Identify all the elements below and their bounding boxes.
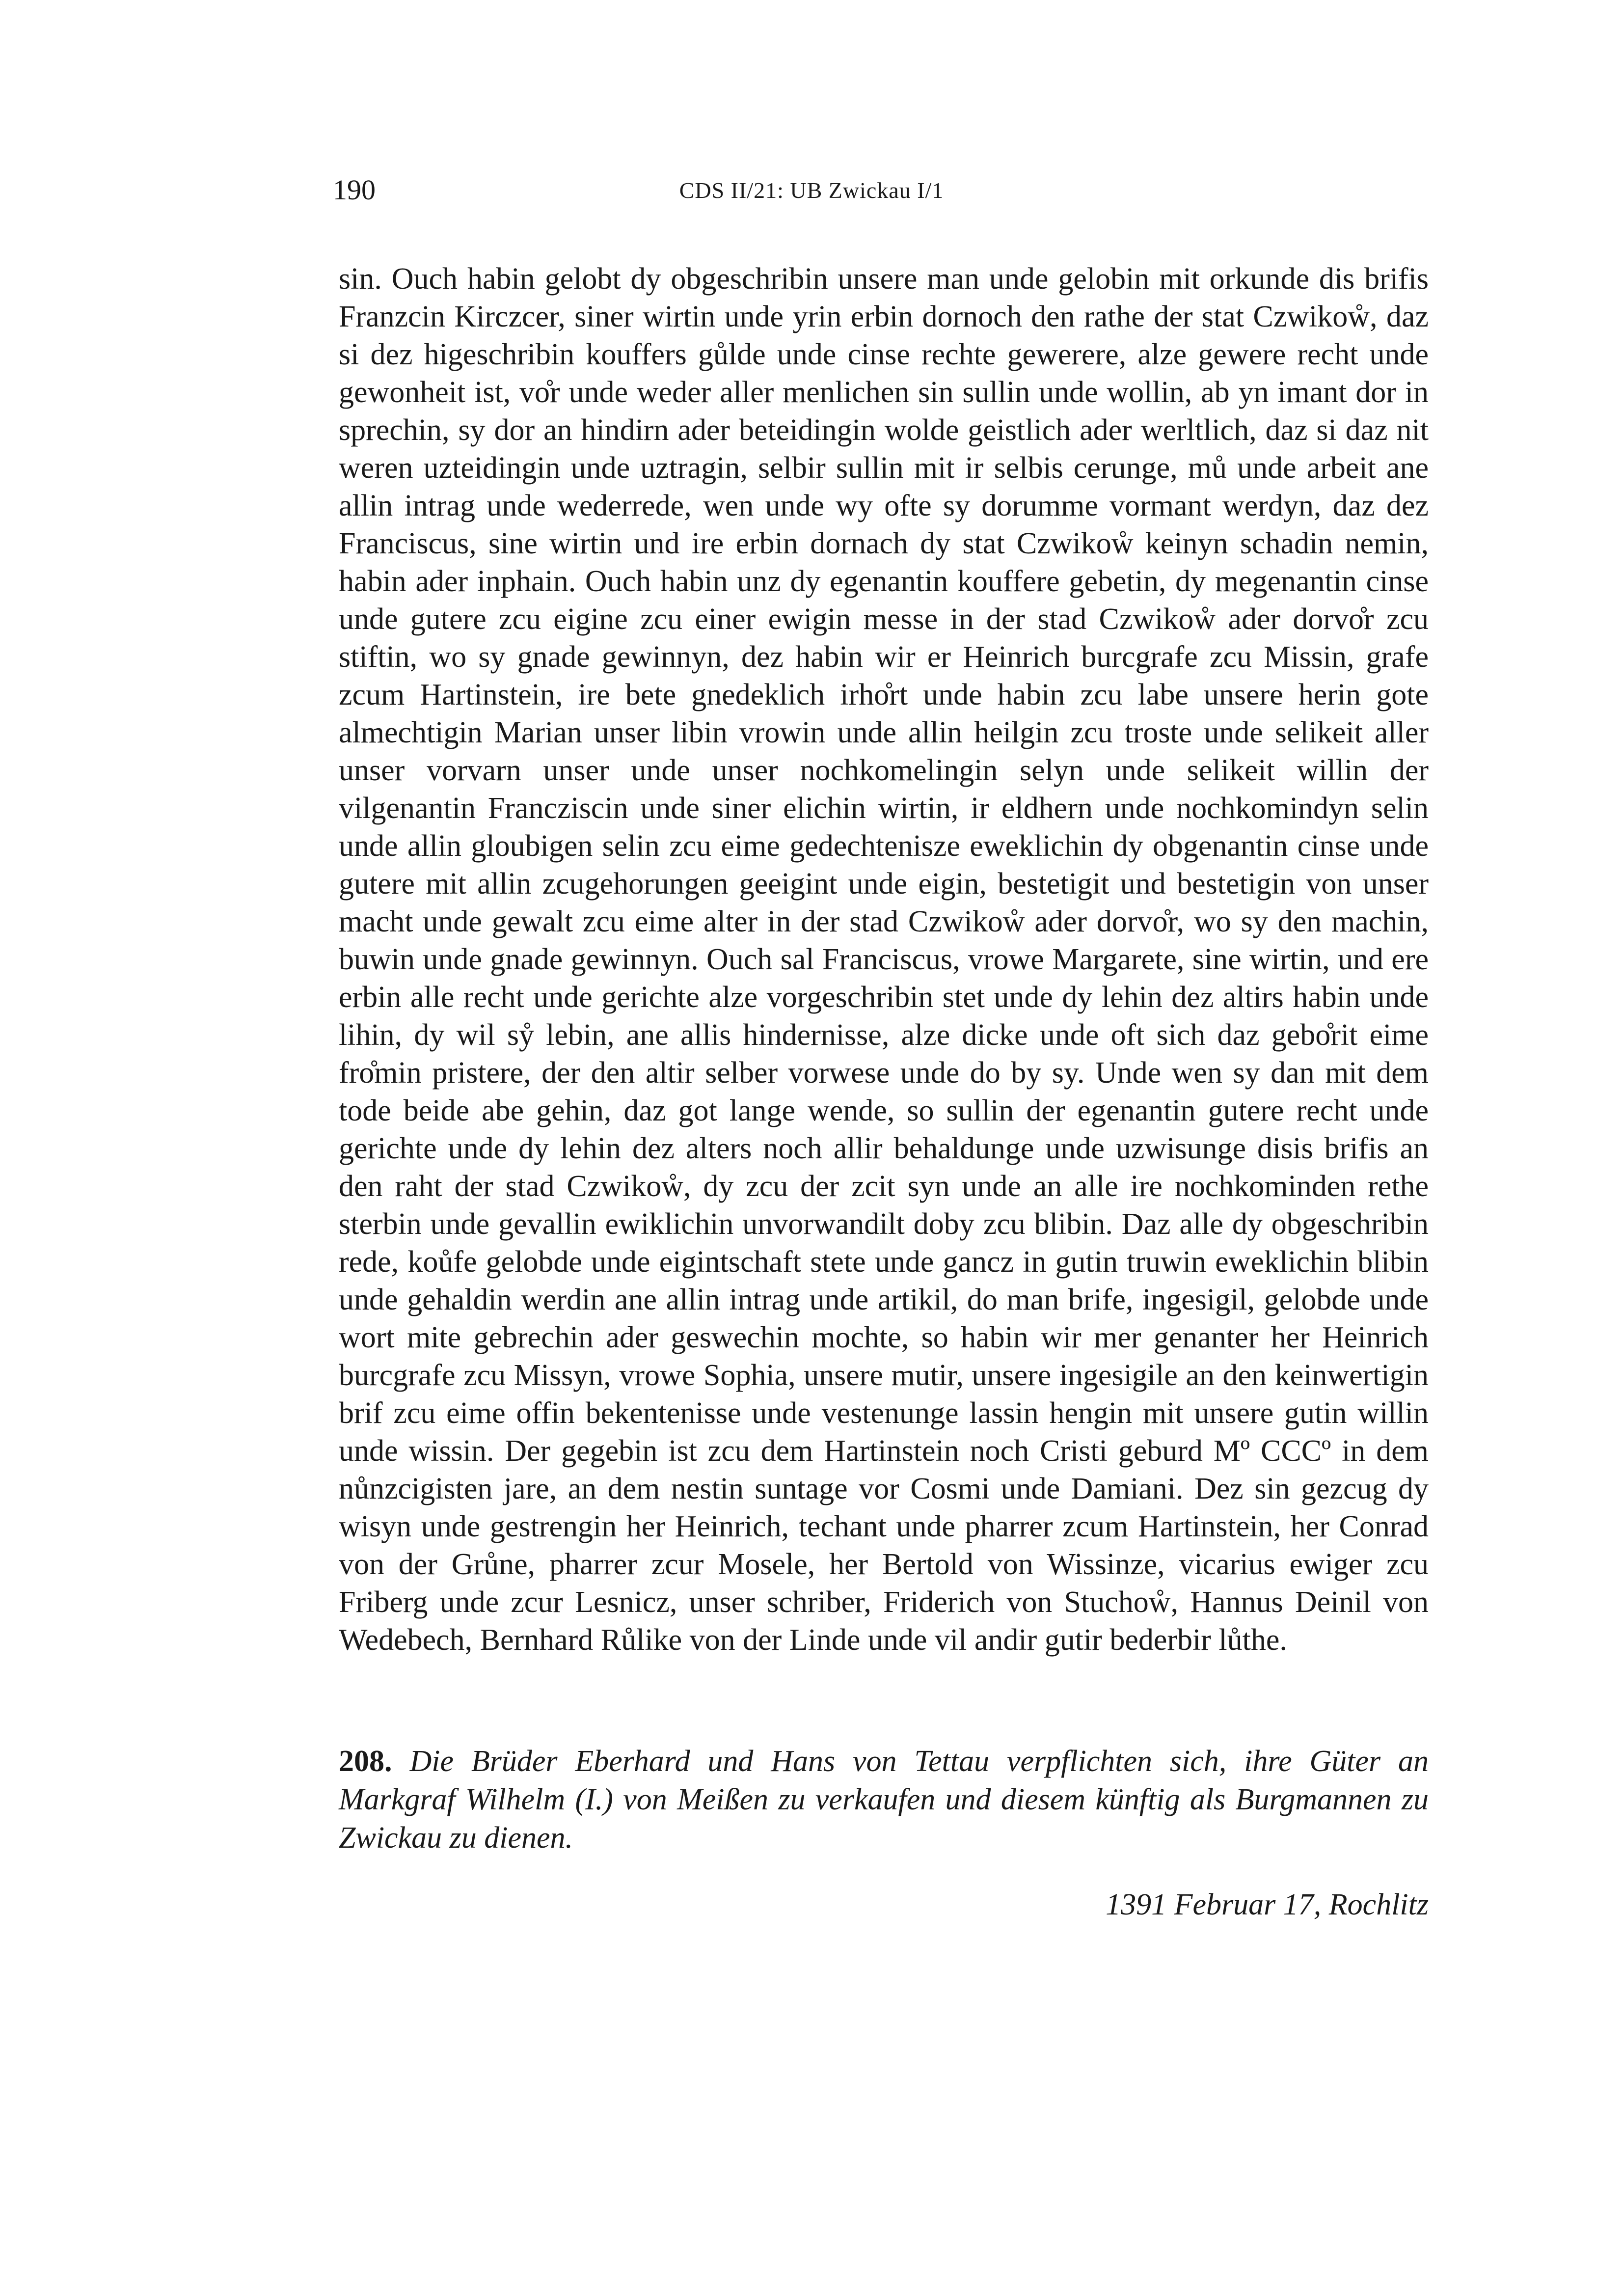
document-heading xyxy=(339,1742,1429,1857)
page-number: 190 xyxy=(333,174,376,206)
running-title: CDS II/21: UB Zwickau I/1 xyxy=(679,178,944,203)
document-summary: Die Brüder Eberhard und Hans von Tettau verpflichten sich, ihre Güter an Markgraf Wilhelm (I.) von Meißen zu verkaufen und diesem künftig als Burgmannen zu Zwickau zu dienen. xyxy=(339,1745,1429,1855)
document-date-place: 1391 Februar 17, Rochlitz xyxy=(1106,1888,1429,1921)
document-number: 208. xyxy=(339,1745,392,1778)
charter-text: sin. Ouch habin gelobt dy obgeschribin unsere man unde gelobin mit orkunde dis brifis Franzcin Kirczcer, siner wirtin unde yrin erbin dornoch den rathe der stat Czwikoẘ, daz si dez higeschribin kouffers gůlde unde cinse rechte gewerere, alze gewere recht unde gewonheit ist, vo̊r unde weder aller menlichen sin sullin unde wollin, ab yn imant dor in sprechin, sy dor an hindirn ader beteidingin wolde geistlich ader werltlich, daz si daz nit weren uzteidingin unde uztragin, selbir sullin mit ir selbis cerunge, mů unde arbeit ane allin intrag unde wederrede, wen unde wy ofte sy dorumme vormant werdyn, daz dez Franciscus, sine wirtin und ire erbin dornach dy stat Czwikoẘ keinyn schadin nemin, habin ader inphain. Ouch habin unz dy egenantin kouffere gebetin, dy megenantin cinse unde gutere zcu eigine zcu einer ewigin messe in der stad Czwikoẘ ader dorvo̊r zcu stiftin, wo sy gnade gewinnyn, dez habin wir er Heinrich burcgrafe zcu Missin, grafe zcum Hartinstein, ire bete gnedeklich irho̊rt unde habin zcu labe unsere herin gote almechtigin Marian unser libin vrowin unde allin heilgin zcu troste unde selikeit aller unser vorvarn unser unde unser nochkomelingin selyn unde selikeit willin der vilgenantin Francziscin unde siner elichin wirtin, ir eldhern unde nochkomindyn selin unde allin gloubigen selin zcu eime gedechtenisze eweklichin dy obgenantin cinse unde gutere mit allin zcugehorungen geeigint unde eigin, bestetigit und bestetigin von unser macht unde gewalt zcu eime alter in der stad Czwikoẘ ader dorvo̊r, wo sy den machin, buwin unde gnade gewinnyn. Ouch sal Franciscus, vrowe Margarete, sine wirtin, und ere erbin alle recht unde gerichte alze vorgeschribin stet unde dy lehin dez altirs habin unde lihin, dy wil sẙ lebin, ane allis hindernisse, alze dicke unde oft sich daz gebo̊rit eime fro̊min pristere, der den altir selber vorwese unde do by sy. Unde wen sy dan mit dem tode beide abe gehin, daz got lange wende, so sullin der egenantin gutere recht unde gerichte unde dy lehin dez alters noch allir behaldunge unde uzwisunge disis brifis an den raht der stad Czwikoẘ, dy zcu der zcit syn unde an alle ire nochkominden rethe sterbin unde gevallin ewiklichin unvorwandilt doby zcu blibin. Daz alle dy obgeschribin rede, koůfe gelobde unde eigintschaft stete unde gancz in gutin truwin eweklichin blibin unde gehaldin werdin ane allin intrag unde artikil, do man brife, ingesigil, gelobde unde wort mite gebrechin ader geswechin mochte, so habin wir mer genanter her Heinrich burcgrafe zcu Missyn, vrowe Sophia, unsere mutir, unsere ingesigile an den keinwertigin brif zcu eime offin bekentenisse unde vestenunge lassin hengin mit unsere gutin willin unde wissin. Der gegebin ist zcu dem Hartinstein noch Cristi geburd Mº CCCº in dem nůnzcigisten jare, an dem nestin suntage vor Cosmi unde Damiani. Dez sin gezcug dy wisyn unde gestrengin her Heinrich, techant unde pharrer zcum Hartinstein, her Conrad von der Grůne, pharrer zcur Mosele, her Bertold von Wissinze, vicarius ewiger zcu Friberg unde zcur Lesnicz, unser schriber, Friderich von Stuchoẘ, Hannus Deinil von Wedebech, Bernhard Růlike von der Linde unde vil andir gutir bederbir lůthe. xyxy=(339,262,1429,1657)
